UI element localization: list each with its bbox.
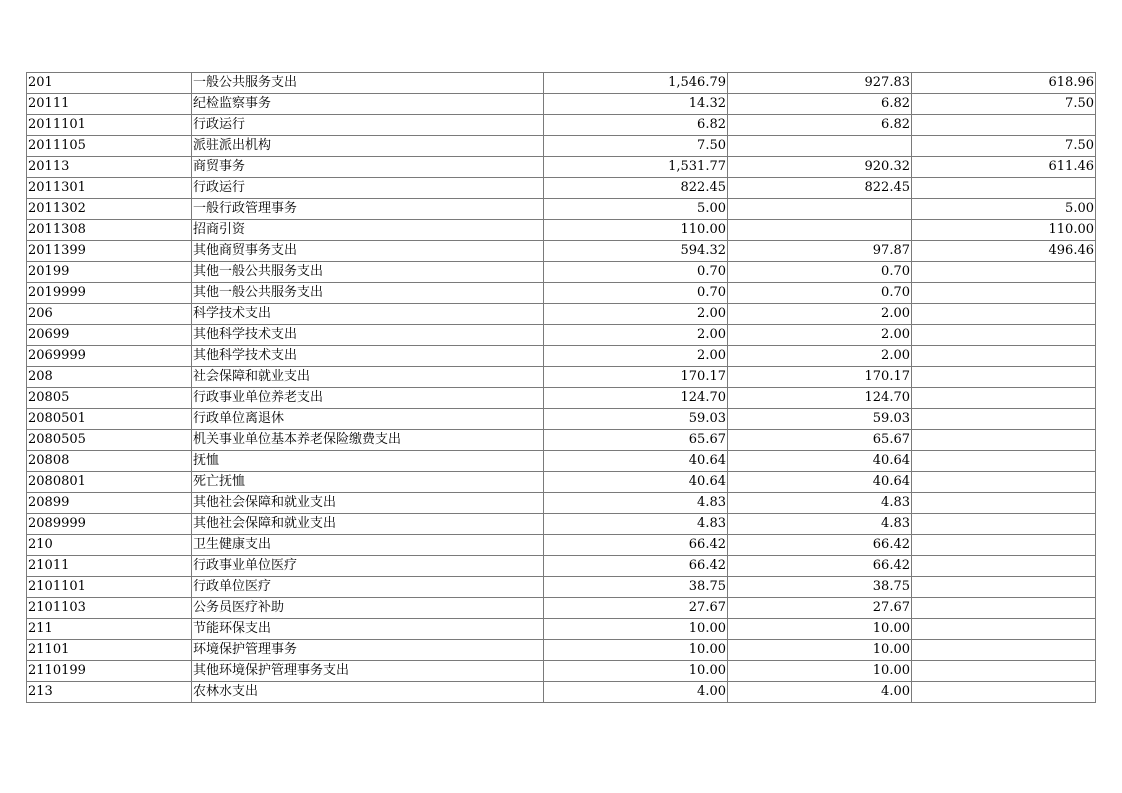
cell-basic bbox=[728, 220, 912, 241]
cell-name: 一般行政管理事务 bbox=[192, 199, 544, 220]
cell-project: 496.46 bbox=[912, 241, 1096, 262]
cell-project bbox=[912, 535, 1096, 556]
cell-total: 65.67 bbox=[544, 430, 728, 451]
cell-name: 其他一般公共服务支出 bbox=[192, 262, 544, 283]
cell-total: 0.70 bbox=[544, 283, 728, 304]
table-row bbox=[27, 346, 1096, 367]
cell-project bbox=[912, 409, 1096, 430]
cell-project bbox=[912, 472, 1096, 493]
cell-name: 社会保障和就业支出 bbox=[192, 367, 544, 388]
table-row bbox=[27, 409, 1096, 430]
cell-name: 死亡抚恤 bbox=[192, 472, 544, 493]
cell-name: 行政事业单位养老支出 bbox=[192, 388, 544, 409]
cell-project bbox=[912, 283, 1096, 304]
cell-total: 4.83 bbox=[544, 514, 728, 535]
budget-table bbox=[26, 72, 1096, 703]
cell-total: 6.82 bbox=[544, 115, 728, 136]
table-row bbox=[27, 598, 1096, 619]
cell-total: 27.67 bbox=[544, 598, 728, 619]
table-row bbox=[27, 388, 1096, 409]
cell-total: 124.70 bbox=[544, 388, 728, 409]
cell-total: 2.00 bbox=[544, 304, 728, 325]
cell-project bbox=[912, 115, 1096, 136]
cell-name: 行政单位离退休 bbox=[192, 409, 544, 430]
cell-project bbox=[912, 661, 1096, 682]
table-row bbox=[27, 136, 1096, 157]
cell-total: 2.00 bbox=[544, 325, 728, 346]
cell-total: 4.83 bbox=[544, 493, 728, 514]
cell-basic: 10.00 bbox=[728, 661, 912, 682]
cell-name: 商贸事务 bbox=[192, 157, 544, 178]
cell-basic bbox=[728, 136, 912, 157]
cell-total: 7.50 bbox=[544, 136, 728, 157]
cell-total: 170.17 bbox=[544, 367, 728, 388]
table-row bbox=[27, 241, 1096, 262]
cell-project bbox=[912, 682, 1096, 703]
cell-name: 其他科学技术支出 bbox=[192, 346, 544, 367]
table-row bbox=[27, 514, 1096, 535]
table-row bbox=[27, 577, 1096, 598]
table-row bbox=[27, 556, 1096, 577]
cell-basic: 6.82 bbox=[728, 115, 912, 136]
cell-code: 2011302 bbox=[27, 199, 192, 220]
cell-project bbox=[912, 262, 1096, 283]
cell-code: 20699 bbox=[27, 325, 192, 346]
cell-project: 110.00 bbox=[912, 220, 1096, 241]
cell-basic: 97.87 bbox=[728, 241, 912, 262]
cell-basic: 59.03 bbox=[728, 409, 912, 430]
table-row bbox=[27, 115, 1096, 136]
table-row bbox=[27, 451, 1096, 472]
cell-project bbox=[912, 556, 1096, 577]
table-row bbox=[27, 472, 1096, 493]
cell-basic: 2.00 bbox=[728, 304, 912, 325]
cell-basic: 38.75 bbox=[728, 577, 912, 598]
cell-basic: 65.67 bbox=[728, 430, 912, 451]
cell-code: 201 bbox=[27, 73, 192, 94]
cell-basic: 40.64 bbox=[728, 451, 912, 472]
cell-project bbox=[912, 367, 1096, 388]
cell-name: 其他一般公共服务支出 bbox=[192, 283, 544, 304]
cell-total: 10.00 bbox=[544, 661, 728, 682]
cell-total: 14.32 bbox=[544, 94, 728, 115]
cell-code: 213 bbox=[27, 682, 192, 703]
cell-basic: 2.00 bbox=[728, 346, 912, 367]
cell-total: 110.00 bbox=[544, 220, 728, 241]
cell-code: 20113 bbox=[27, 157, 192, 178]
cell-project: 611.46 bbox=[912, 157, 1096, 178]
table-row bbox=[27, 640, 1096, 661]
cell-name: 农林水支出 bbox=[192, 682, 544, 703]
cell-total: 38.75 bbox=[544, 577, 728, 598]
cell-code: 2019999 bbox=[27, 283, 192, 304]
cell-basic: 66.42 bbox=[728, 556, 912, 577]
cell-name: 其他社会保障和就业支出 bbox=[192, 493, 544, 514]
cell-project bbox=[912, 346, 1096, 367]
cell-name: 其他社会保障和就业支出 bbox=[192, 514, 544, 535]
cell-code: 2011101 bbox=[27, 115, 192, 136]
cell-code: 2011301 bbox=[27, 178, 192, 199]
cell-name: 环境保护管理事务 bbox=[192, 640, 544, 661]
cell-code: 2011308 bbox=[27, 220, 192, 241]
cell-code: 21101 bbox=[27, 640, 192, 661]
cell-code: 2101101 bbox=[27, 577, 192, 598]
table-row bbox=[27, 220, 1096, 241]
cell-project bbox=[912, 388, 1096, 409]
cell-total: 40.64 bbox=[544, 451, 728, 472]
cell-total: 0.70 bbox=[544, 262, 728, 283]
table-row bbox=[27, 157, 1096, 178]
cell-name: 公务员医疗补助 bbox=[192, 598, 544, 619]
cell-basic: 927.83 bbox=[728, 73, 912, 94]
cell-name: 其他商贸事务支出 bbox=[192, 241, 544, 262]
cell-name: 纪检监察事务 bbox=[192, 94, 544, 115]
table-row bbox=[27, 73, 1096, 94]
cell-total: 5.00 bbox=[544, 199, 728, 220]
cell-total: 2.00 bbox=[544, 346, 728, 367]
cell-project: 7.50 bbox=[912, 94, 1096, 115]
cell-project bbox=[912, 619, 1096, 640]
table-row bbox=[27, 283, 1096, 304]
cell-project: 618.96 bbox=[912, 73, 1096, 94]
cell-code: 206 bbox=[27, 304, 192, 325]
table-row bbox=[27, 325, 1096, 346]
cell-name: 招商引资 bbox=[192, 220, 544, 241]
cell-code: 20805 bbox=[27, 388, 192, 409]
cell-code: 2011105 bbox=[27, 136, 192, 157]
cell-total: 1,531.77 bbox=[544, 157, 728, 178]
cell-basic: 170.17 bbox=[728, 367, 912, 388]
cell-total: 10.00 bbox=[544, 640, 728, 661]
cell-basic: 40.64 bbox=[728, 472, 912, 493]
cell-name: 行政单位医疗 bbox=[192, 577, 544, 598]
cell-basic: 10.00 bbox=[728, 640, 912, 661]
cell-project bbox=[912, 514, 1096, 535]
cell-total: 594.32 bbox=[544, 241, 728, 262]
cell-code: 20899 bbox=[27, 493, 192, 514]
cell-name: 抚恤 bbox=[192, 451, 544, 472]
cell-name: 卫生健康支出 bbox=[192, 535, 544, 556]
cell-code: 2011399 bbox=[27, 241, 192, 262]
cell-code: 20808 bbox=[27, 451, 192, 472]
cell-total: 4.00 bbox=[544, 682, 728, 703]
cell-name: 其他科学技术支出 bbox=[192, 325, 544, 346]
table-row bbox=[27, 94, 1096, 115]
cell-project bbox=[912, 304, 1096, 325]
cell-code: 2069999 bbox=[27, 346, 192, 367]
cell-basic: 920.32 bbox=[728, 157, 912, 178]
cell-basic: 10.00 bbox=[728, 619, 912, 640]
cell-code: 2080501 bbox=[27, 409, 192, 430]
cell-project: 5.00 bbox=[912, 199, 1096, 220]
cell-code: 20111 bbox=[27, 94, 192, 115]
cell-code: 210 bbox=[27, 535, 192, 556]
cell-code: 211 bbox=[27, 619, 192, 640]
cell-total: 59.03 bbox=[544, 409, 728, 430]
cell-project bbox=[912, 577, 1096, 598]
cell-basic bbox=[728, 199, 912, 220]
table-row bbox=[27, 619, 1096, 640]
cell-basic: 2.00 bbox=[728, 325, 912, 346]
cell-total: 66.42 bbox=[544, 535, 728, 556]
cell-project bbox=[912, 640, 1096, 661]
cell-name: 科学技术支出 bbox=[192, 304, 544, 325]
table-row bbox=[27, 262, 1096, 283]
cell-basic: 6.82 bbox=[728, 94, 912, 115]
cell-code: 208 bbox=[27, 367, 192, 388]
cell-code: 20199 bbox=[27, 262, 192, 283]
cell-total: 1,546.79 bbox=[544, 73, 728, 94]
cell-basic: 66.42 bbox=[728, 535, 912, 556]
cell-name: 机关事业单位基本养老保险缴费支出 bbox=[192, 430, 544, 451]
cell-project bbox=[912, 451, 1096, 472]
cell-project bbox=[912, 493, 1096, 514]
cell-name: 一般公共服务支出 bbox=[192, 73, 544, 94]
cell-basic: 4.00 bbox=[728, 682, 912, 703]
cell-code: 21011 bbox=[27, 556, 192, 577]
cell-total: 10.00 bbox=[544, 619, 728, 640]
cell-name: 其他环境保护管理事务支出 bbox=[192, 661, 544, 682]
cell-basic: 124.70 bbox=[728, 388, 912, 409]
table-row bbox=[27, 199, 1096, 220]
cell-project bbox=[912, 430, 1096, 451]
cell-basic: 4.83 bbox=[728, 493, 912, 514]
budget-table-body bbox=[27, 73, 1096, 703]
cell-code: 2101103 bbox=[27, 598, 192, 619]
cell-basic: 27.67 bbox=[728, 598, 912, 619]
cell-basic: 4.83 bbox=[728, 514, 912, 535]
table-row bbox=[27, 493, 1096, 514]
cell-project bbox=[912, 325, 1096, 346]
cell-name: 行政运行 bbox=[192, 178, 544, 199]
cell-name: 行政运行 bbox=[192, 115, 544, 136]
table-row bbox=[27, 682, 1096, 703]
table-row bbox=[27, 535, 1096, 556]
table-row bbox=[27, 430, 1096, 451]
cell-basic: 0.70 bbox=[728, 283, 912, 304]
cell-code: 2080505 bbox=[27, 430, 192, 451]
cell-basic: 0.70 bbox=[728, 262, 912, 283]
cell-project bbox=[912, 598, 1096, 619]
cell-name: 派驻派出机构 bbox=[192, 136, 544, 157]
cell-code: 2080801 bbox=[27, 472, 192, 493]
cell-project bbox=[912, 178, 1096, 199]
cell-total: 40.64 bbox=[544, 472, 728, 493]
table-row bbox=[27, 661, 1096, 682]
table-row bbox=[27, 367, 1096, 388]
cell-total: 66.42 bbox=[544, 556, 728, 577]
cell-name: 行政事业单位医疗 bbox=[192, 556, 544, 577]
cell-code: 2089999 bbox=[27, 514, 192, 535]
cell-project: 7.50 bbox=[912, 136, 1096, 157]
cell-basic: 822.45 bbox=[728, 178, 912, 199]
table-row bbox=[27, 178, 1096, 199]
table-row bbox=[27, 304, 1096, 325]
cell-total: 822.45 bbox=[544, 178, 728, 199]
cell-code: 2110199 bbox=[27, 661, 192, 682]
cell-name: 节能环保支出 bbox=[192, 619, 544, 640]
